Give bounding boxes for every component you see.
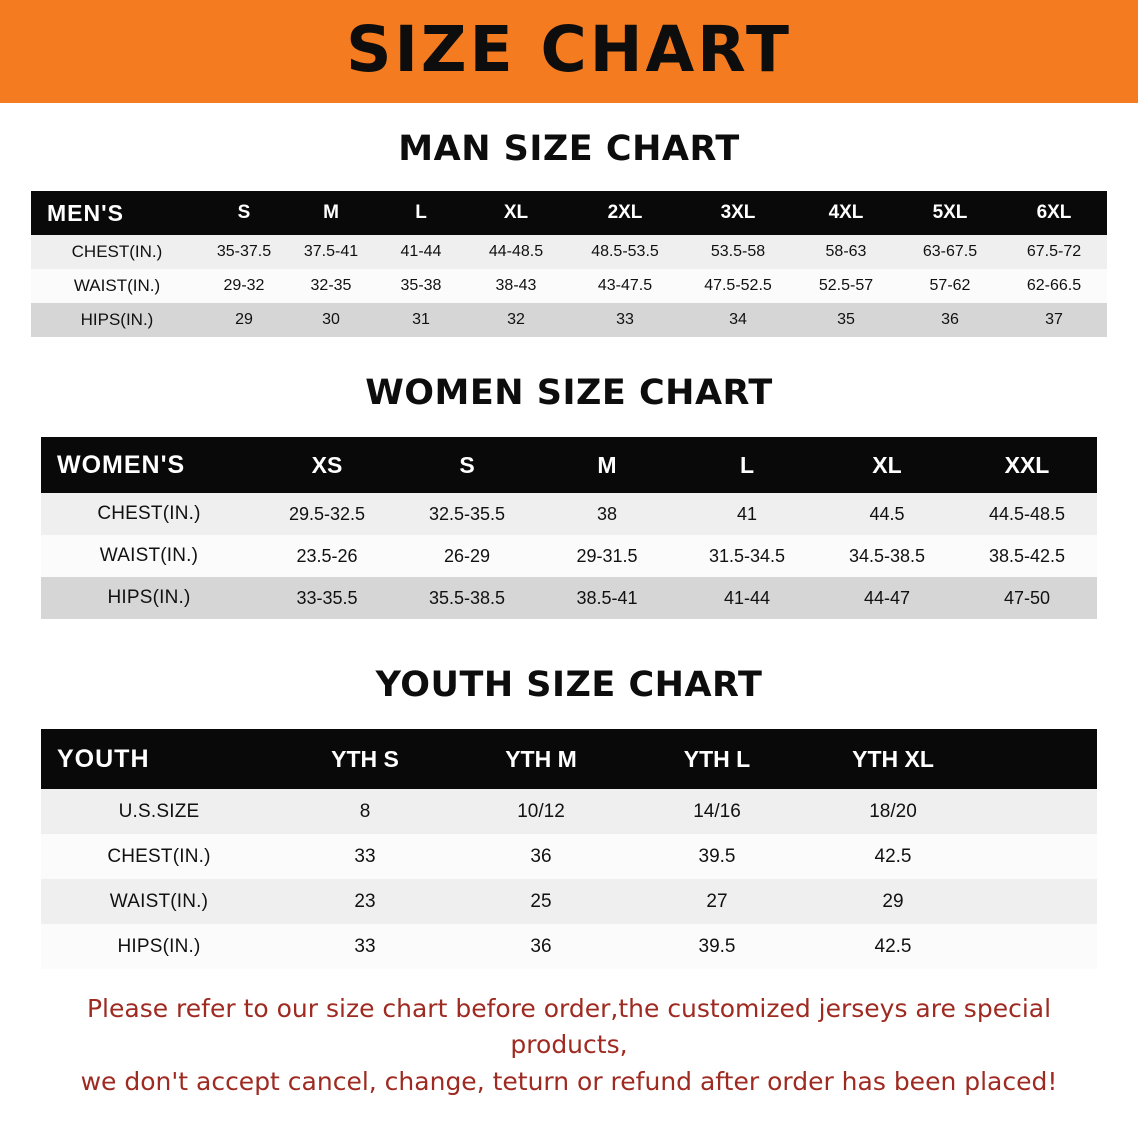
- table-row: [41, 535, 1097, 577]
- cell: 53.5-58: [710, 243, 766, 260]
- col-header-3xl: 3XL: [683, 191, 793, 235]
- cell: 25: [530, 890, 552, 912]
- table-header-row: [41, 729, 1097, 789]
- cell: 23: [354, 890, 376, 912]
- col-header-youth: YOUTH: [41, 729, 277, 789]
- cell: 35-38: [400, 277, 442, 294]
- col-header-l: L: [377, 191, 465, 235]
- cell: 23.5-26: [296, 545, 358, 566]
- cell: 34: [729, 311, 747, 328]
- cell: 30: [322, 311, 340, 328]
- col-header-womens: WOMEN'S: [41, 437, 257, 493]
- cell: 39.5: [698, 845, 736, 867]
- col-header-6xl: 6XL: [1001, 191, 1107, 235]
- col-header-2xl: 2XL: [567, 191, 683, 235]
- disclaimer-line-2: we don't accept cancel, change, teturn or refund after order has been placed!: [80, 1066, 1058, 1096]
- cell: 32-35: [310, 277, 352, 294]
- col-header-5xl: 5XL: [899, 191, 1001, 235]
- man-section-title: MAN SIZE CHART: [398, 129, 740, 169]
- cell: 29: [882, 890, 904, 912]
- cell: 44.5: [869, 503, 905, 524]
- cell: 10/12: [517, 800, 565, 822]
- col-header-s: S: [203, 191, 285, 235]
- table-row: [41, 924, 1097, 969]
- cell: 36: [530, 845, 552, 867]
- cell: 41-44: [400, 243, 442, 260]
- row-label-chest: CHEST(IN.): [71, 242, 163, 261]
- cell: 41: [736, 503, 758, 524]
- row-label-waist: WAIST(IN.): [109, 890, 209, 912]
- table-row: [41, 834, 1097, 879]
- table-row: [31, 303, 1107, 337]
- row-label-chest: CHEST(IN.): [97, 503, 201, 524]
- cell: 27: [706, 890, 728, 912]
- col-header-m: M: [537, 437, 677, 493]
- cell: 33: [354, 845, 376, 867]
- cell: 29-31.5: [576, 545, 638, 566]
- cell: 33-35.5: [296, 587, 358, 608]
- col-header-l: L: [677, 437, 817, 493]
- cell: 52.5-57: [818, 277, 874, 294]
- cell: 63-67.5: [922, 243, 978, 260]
- cell: 43-47.5: [597, 277, 653, 294]
- cell-spacer: [981, 924, 1097, 969]
- cell: 32: [507, 311, 525, 328]
- cell: 8: [359, 800, 371, 822]
- cell: 44.5-48.5: [988, 503, 1066, 524]
- cell: 38.5-41: [576, 587, 638, 608]
- table-row: [41, 879, 1097, 924]
- cell: 29: [235, 311, 253, 328]
- col-header-yth-s: YTH S: [277, 729, 453, 789]
- disclaimer-line-1: Please refer to our size chart before order,the customized jerseys are special products,: [86, 994, 1052, 1060]
- man-size-table: [31, 191, 1107, 337]
- col-header-s: S: [397, 437, 537, 493]
- women-size-table: [41, 437, 1097, 619]
- cell: 32.5-35.5: [428, 503, 506, 524]
- cell: 34.5-38.5: [848, 545, 926, 566]
- cell: 31.5-34.5: [708, 545, 786, 566]
- cell-spacer: [981, 789, 1097, 834]
- table-header-row: [31, 191, 1107, 235]
- col-header-m: M: [285, 191, 377, 235]
- cell: 35: [837, 311, 855, 328]
- cell: 37: [1045, 311, 1063, 328]
- cell: 58-63: [825, 243, 867, 260]
- table-row: [41, 493, 1097, 535]
- cell: 29-32: [223, 277, 265, 294]
- page-banner: [0, 0, 1138, 103]
- row-label-waist: WAIST(IN.): [73, 276, 161, 295]
- cell: 48.5-53.5: [591, 243, 659, 260]
- cell: 39.5: [698, 935, 736, 957]
- cell: 44-48.5: [488, 243, 544, 260]
- cell: 67.5-72: [1026, 243, 1082, 260]
- col-header-xl: XL: [465, 191, 567, 235]
- col-header-yth-m: YTH M: [453, 729, 629, 789]
- cell: 47.5-52.5: [704, 277, 772, 294]
- cell: 18/20: [869, 800, 917, 822]
- cell: 29.5-32.5: [288, 503, 366, 524]
- cell: 35-37.5: [216, 243, 272, 260]
- youth-section-title: YOUTH SIZE CHART: [375, 665, 763, 705]
- cell: 26-29: [443, 545, 491, 566]
- cell: 36: [530, 935, 552, 957]
- cell: 31: [412, 311, 430, 328]
- col-header-yth-l: YTH L: [629, 729, 805, 789]
- cell: 62-66.5: [1026, 277, 1082, 294]
- row-label-hips: HIPS(IN.): [107, 587, 191, 608]
- table-row: [41, 577, 1097, 619]
- women-section-title: WOMEN SIZE CHART: [365, 373, 773, 413]
- row-label-hips: HIPS(IN.): [117, 935, 201, 957]
- col-header-yth-xl: YTH XL: [805, 729, 981, 789]
- cell-spacer: [981, 834, 1097, 879]
- cell: 37.5-41: [303, 243, 359, 260]
- cell: 38-43: [495, 277, 537, 294]
- cell: 14/16: [693, 800, 741, 822]
- cell: 38: [596, 503, 618, 524]
- row-label-hips: HIPS(IN.): [80, 310, 154, 329]
- cell: 42.5: [874, 935, 912, 957]
- col-header-xxl: XXL: [957, 437, 1097, 493]
- cell: 57-62: [929, 277, 971, 294]
- col-header-men: MEN'S: [31, 191, 203, 235]
- disclaimer-note: [69, 991, 1069, 1100]
- cell-spacer: [981, 879, 1097, 924]
- cell: 47-50: [1003, 587, 1051, 608]
- cell: 33: [616, 311, 634, 328]
- cell: 33: [354, 935, 376, 957]
- cell: 42.5: [874, 845, 912, 867]
- col-header-xl: XL: [817, 437, 957, 493]
- row-label-chest: CHEST(IN.): [107, 845, 211, 867]
- cell: 38.5-42.5: [988, 545, 1066, 566]
- cell: 36: [941, 311, 959, 328]
- youth-size-table: [41, 729, 1097, 969]
- table-row: [31, 269, 1107, 303]
- cell: 41-44: [723, 587, 771, 608]
- table-row: [31, 235, 1107, 269]
- table-header-row: [41, 437, 1097, 493]
- cell: 35.5-38.5: [428, 587, 506, 608]
- page-title: SIZE CHART: [346, 13, 792, 86]
- col-header-xs: XS: [257, 437, 397, 493]
- col-header-4xl: 4XL: [793, 191, 899, 235]
- table-row: [41, 789, 1097, 834]
- row-label-us-size: U.S.SIZE: [118, 800, 200, 822]
- cell: 44-47: [863, 587, 911, 608]
- col-header-spacer: [981, 729, 1097, 789]
- row-label-waist: WAIST(IN.): [99, 545, 199, 566]
